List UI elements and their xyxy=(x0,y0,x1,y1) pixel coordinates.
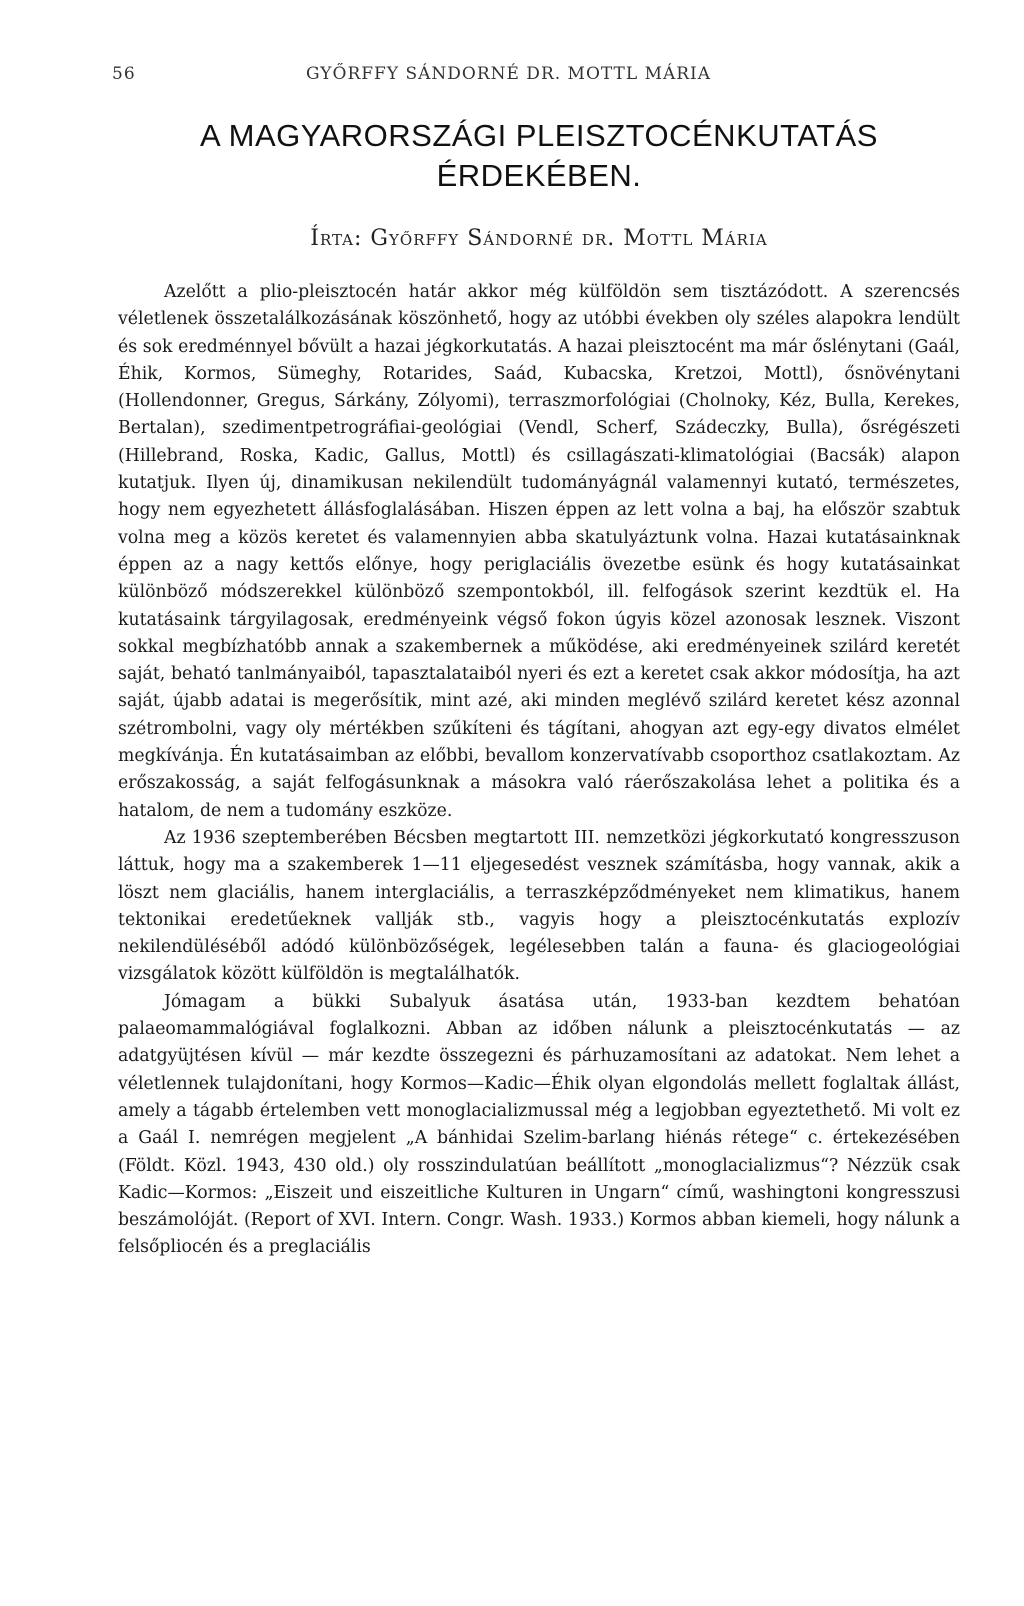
paragraph-2: Az 1936 szeptemberében Bécsben megtartott III. nemzetközi jégkorkutató kongresszuson láttuk, hogy ma a szakemberek 1—11 eljegesedést vesznek számításba, hogy vannak, akik a löszt nem glaciális, hanem interglaciális, a terraszképződményeket nem klimatikus, hanem tektonikai eredetűeknek vallják stb., vagyis hogy a pleisztocénkutatás explozív nekilendüléséből adódó különbözőségek, legélesebben talán a fauna- és glaciogeológiai vizsgálatok között külföldön is megtalálhatók. xyxy=(118,827,960,985)
article-title xyxy=(118,116,960,196)
running-title: GYŐRFFY SÁNDORNÉ DR. MOTTL MÁRIA xyxy=(306,64,712,84)
byline: Írta: Győrffy Sándorné dr. Mottl Mária xyxy=(310,226,768,251)
article-title-line-2: ÉRDEKÉBEN. xyxy=(436,158,642,193)
page-number: 56 xyxy=(112,64,136,84)
paragraph-3: Jómagam a bükki Subalyuk ásatása után, 1933-ban kezdtem behatóan palaeomammalógiával foglalkozni. Abban az időben nálunk a pleisztocénkutatás — az adatgyüjtésen kívül — már kezdte összegezni és párhuzamosítani az adatokat. Nem lehet a véletlennek tulajdonítani, hogy Kormos—Kadic—Éhik olyan elgondolás mellett foglaltak állást, amely a tágabb értelemben vett monoglacializmussal még a legjobban egyeztethető. Mi volt ez a Gaál I. nemrégen megjelent „A bánhidai Szelim-barlang hiénás rétege“ c. értekezésében (Földt. Közl. 1943, 430 old.) oly rosszindulatúan beállított „monoglacializmus“? Nézzük csak Kadic—Kormos: „Eiszeit und eiszeitliche Kulturen in Ungarn“ című, washingtoni kongresszusi beszámolóját. (Report of XVI. Intern. Congr. Wash. 1933.) Kormos abban kiemeli, hogy nálunk a felsőpliocén és a preglaciális xyxy=(118,991,960,1258)
body-text xyxy=(118,279,960,1262)
paragraph-1: Azelőtt a plio-pleisztocén határ akkor még külföldön sem tisztázódott. A szerencsés véletlenek összetalálkozásának köszönhető, hogy az utóbbi években oly széles alapokra lendült és sok eredménnyel bővült a hazai jégkorkutatás. A hazai pleisztocént ma már őslénytani (Gaál, Éhik, Kormos, Sümeghy, Rotarides, Saád, Kubacska, Kretzoi, Mottl), ősnövénytani (Hollendonner, Gregus, Sárkány, Zólyomi), terraszmorfológiai (Cholnoky, Kéz, Bulla, Kerekes, Bertalan), szedimentpetrográfiai-geológiai (Vendl, Scherf, Szádeczky, Bulla), ősrégészeti (Hillebrand, Roska, Kadic, Gallus, Mottl) és csillagászati-klimatológiai (Bacsák) alapon kutatjuk. Ilyen új, dinamikusan nekilendült tudományágnál valamennyi kutató, természetes, hogy nem egyezhetett állásfoglalásában. Hiszen éppen az lett volna a baj, ha először szabtuk volna meg a közös keretet és valamennyien abba skatulyáztunk volna. Hazai kutatásainknak éppen az a nagy kettős előnye, hogy periglaciális övezetbe esünk és hogy kutatásainkat különböző módszerekkel különböző szempontokból, ill. felfogások szerint kezdtük el. Ha kutatásaink tárgyilagosak, eredményeink végső fokon úgyis közel azonosak lesznek. Viszont sokkal megbízhatóbb annak a szakembernek a működése, aki eredményeinek szilárd keretét saját, beható tanlmányaiból, tapasztalataiból nyeri és ezt a keretet csak akkor módosítja, ha azt saját, újabb adatai is megerősítik, mint azé, aki minden meglévő szilárd keretet kész azonnal szétrombolni, vagy oly mértékben szűkíteni és tágítani, ahogyan azt egy-egy divatos elmélet megkívánja. Én kutatásaimban az előbbi, bevallom konzervatívabb csoporthoz csatlakoztam. Az erőszakosság, a saját felfogásunknak a másokra való ráerőszakolása lehet a politika és a hatalom, de nem a tudomány eszköze. xyxy=(118,282,960,821)
page xyxy=(112,60,960,1262)
running-head xyxy=(112,60,960,94)
article-title-line-1: A MAGYARORSZÁGI PLEISZTOCÉNKUTATÁS xyxy=(200,118,878,153)
